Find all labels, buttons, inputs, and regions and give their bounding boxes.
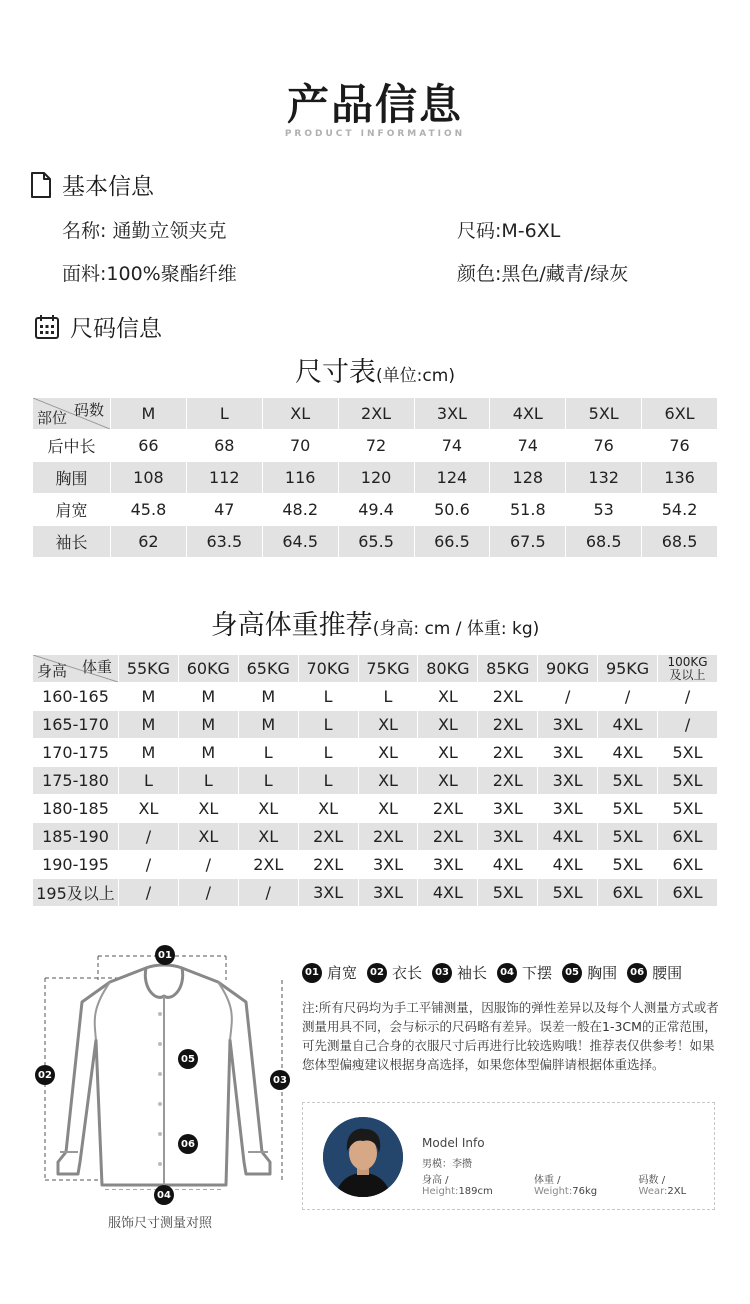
model-stats (422, 1171, 714, 1197)
wear-en: Wear: (638, 1186, 668, 1197)
table-cell: XL (358, 795, 418, 823)
table-cell: L (238, 739, 298, 767)
row-label: 160-165 (33, 683, 119, 711)
row-label: 后中长 (33, 430, 111, 462)
table-cell: L (298, 683, 358, 711)
table-row (33, 711, 718, 739)
table-cell: 74 (490, 430, 566, 462)
table-cell: 50.6 (414, 494, 490, 526)
table-cell: 120 (338, 462, 414, 494)
table-cell: XL (178, 795, 238, 823)
legend-label: 腰围 (652, 964, 683, 982)
table-cell: L (119, 767, 179, 795)
table-cell: 3XL (478, 795, 538, 823)
table-cell: 5XL (658, 795, 718, 823)
column-header: 6XL (642, 398, 718, 430)
table-cell: 68.5 (642, 526, 718, 558)
legend-badge: 02 (367, 963, 387, 983)
corner-top-label: 体重 (81, 658, 112, 676)
table-cell: XL (238, 823, 298, 851)
marker-06-badge: 06 (178, 1134, 198, 1154)
table-cell: M (119, 683, 179, 711)
table-cell: / (598, 683, 658, 711)
model-name: 男模：李攒 (422, 1159, 472, 1170)
height-en: Height: (422, 1186, 459, 1197)
column-header: 65KG (238, 655, 298, 683)
product-colors: 颜色:黑色/藏青/绿灰 (457, 263, 629, 285)
legend-badge: 04 (497, 963, 517, 983)
table-cell: L (298, 739, 358, 767)
legend-badge: 03 (432, 963, 452, 983)
table-cell: / (658, 683, 718, 711)
table-cell: / (178, 879, 238, 907)
legend-badge: 06 (627, 963, 647, 983)
table-cell: M (178, 739, 238, 767)
table-cell: 108 (111, 462, 187, 494)
calendar-icon (34, 314, 60, 340)
table-cell: 6XL (658, 879, 718, 907)
table-cell: 74 (414, 430, 490, 462)
column-header: M (111, 398, 187, 430)
table-cell: 4XL (598, 711, 658, 739)
legend-item (627, 962, 682, 983)
table-cell: M (178, 683, 238, 711)
table-cell: 4XL (418, 879, 478, 907)
size-info-heading (34, 310, 162, 343)
table-cell: 63.5 (186, 526, 262, 558)
size-table-title-main: 尺寸表 (295, 357, 377, 388)
table-cell: 62 (111, 526, 187, 558)
table-cell: 72 (338, 430, 414, 462)
legend-item (432, 962, 487, 983)
table-cell: 3XL (418, 851, 478, 879)
recommend-title-main: 身高体重推荐 (210, 610, 373, 641)
row-label: 180-185 (33, 795, 119, 823)
table-row (33, 851, 718, 879)
table-cell: 2XL (238, 851, 298, 879)
table-cell: XL (298, 795, 358, 823)
model-info-card (302, 1102, 715, 1210)
table-cell: XL (358, 739, 418, 767)
table-cell: 3XL (478, 823, 538, 851)
table-cell: 132 (566, 462, 642, 494)
legend-item (367, 962, 422, 983)
table-cell: 116 (262, 462, 338, 494)
model-height (422, 1171, 520, 1197)
table-cell: 6XL (658, 851, 718, 879)
legend-item (562, 962, 617, 983)
column-header: 70KG (298, 655, 358, 683)
table-cell: 2XL (358, 823, 418, 851)
legend-item (302, 962, 357, 983)
model-weight (534, 1171, 625, 1197)
table-cell: XL (418, 739, 478, 767)
size-table-title (0, 350, 750, 389)
table-cell: L (298, 767, 358, 795)
table-cell: M (119, 739, 179, 767)
table-cell: 66 (111, 430, 187, 462)
legend-badge: 05 (562, 963, 582, 983)
table-cell: 64.5 (262, 526, 338, 558)
weight-label: 体重 / (534, 1175, 561, 1186)
table-cell: 3XL (538, 767, 598, 795)
table-cell: 3XL (298, 879, 358, 907)
marker-02-badge: 02 (35, 1065, 55, 1085)
column-header: 4XL (490, 398, 566, 430)
table-cell: 6XL (658, 823, 718, 851)
table-cell: 124 (414, 462, 490, 494)
table-cell: 54.2 (642, 494, 718, 526)
table-cell: / (178, 851, 238, 879)
table-cell: 5XL (658, 767, 718, 795)
table-cell: 76 (566, 430, 642, 462)
row-label: 185-190 (33, 823, 119, 851)
table-cell: 3XL (538, 711, 598, 739)
table-cell: L (178, 767, 238, 795)
table-cell: 5XL (478, 879, 538, 907)
table-header-row (33, 398, 718, 430)
table-cell: 3XL (538, 795, 598, 823)
size-info-title: 尺码信息 (70, 316, 162, 342)
table-cell: 51.8 (490, 494, 566, 526)
table-cell: 4XL (598, 739, 658, 767)
marker-05-badge: 05 (178, 1049, 198, 1069)
marker-04-badge: 04 (154, 1185, 174, 1205)
table-cell: 4XL (538, 851, 598, 879)
table-cell: XL (238, 795, 298, 823)
table-cell: M (178, 711, 238, 739)
table-cell: 3XL (538, 739, 598, 767)
row-label: 175-180 (33, 767, 119, 795)
table-cell: / (658, 711, 718, 739)
model-wear (639, 1171, 714, 1197)
table-row (33, 683, 718, 711)
page-subtitle: PRODUCT INFORMATION (284, 129, 466, 139)
table-cell: 136 (642, 462, 718, 494)
table-cell: 5XL (598, 823, 658, 851)
product-size-range: 尺码:M-6XL (457, 220, 561, 242)
product-fabric: 面料:100%聚酯纤维 (62, 263, 237, 285)
basic-info-title: 基本信息 (62, 174, 154, 200)
corner-bottom-label: 部位 (37, 409, 68, 427)
table-cell: 2XL (298, 823, 358, 851)
model-avatar (323, 1117, 403, 1197)
legend-label: 衣长 (392, 964, 423, 982)
column-header: 80KG (418, 655, 478, 683)
table-cell: 49.4 (338, 494, 414, 526)
table-cell: 2XL (418, 823, 478, 851)
table-cell: XL (418, 683, 478, 711)
table-corner-cell (33, 398, 111, 430)
column-header: L (186, 398, 262, 430)
row-label: 190-195 (33, 851, 119, 879)
table-cell: 2XL (298, 851, 358, 879)
column-header: 2XL (338, 398, 414, 430)
table-cell: 5XL (598, 767, 658, 795)
table-cell: 5XL (598, 851, 658, 879)
wear-value: 2XL (667, 1186, 687, 1197)
table-cell: 6XL (598, 879, 658, 907)
table-cell: XL (418, 711, 478, 739)
column-header: 85KG (478, 655, 538, 683)
table-cell: M (238, 711, 298, 739)
table-header-row (33, 655, 718, 683)
table-corner-cell (33, 655, 119, 683)
table-cell: 5XL (538, 879, 598, 907)
column-header: 5XL (566, 398, 642, 430)
table-cell: L (298, 711, 358, 739)
table-cell: 48.2 (262, 494, 338, 526)
jacket-illustration (30, 940, 300, 1190)
table-cell: 2XL (478, 767, 538, 795)
table-row (33, 462, 718, 494)
table-cell: 76 (642, 430, 718, 462)
table-cell: / (119, 823, 179, 851)
table-cell: 67.5 (490, 526, 566, 558)
recommend-table (32, 654, 718, 907)
table-cell: 68.5 (566, 526, 642, 558)
wear-label: 码数 / (638, 1175, 666, 1186)
table-cell: 4XL (538, 823, 598, 851)
legend-label: 下摆 (522, 964, 553, 982)
legend-item (497, 962, 552, 983)
garment-caption: 服饰尺寸测量对照 (107, 1216, 212, 1231)
size-table (32, 397, 718, 558)
table-cell: 45.8 (111, 494, 187, 526)
table-cell: 2XL (418, 795, 478, 823)
table-cell: 70 (262, 430, 338, 462)
table-cell: M (238, 683, 298, 711)
product-name: 名称: 通勤立领夹克 (62, 220, 227, 242)
weight-en: Weight: (534, 1186, 573, 1197)
legend-label: 肩宽 (327, 964, 358, 982)
table-row (33, 494, 718, 526)
table-cell: L (238, 767, 298, 795)
table-cell: 53 (566, 494, 642, 526)
table-row (33, 526, 718, 558)
table-row (33, 795, 718, 823)
basic-info-heading (30, 168, 154, 201)
table-cell: 65.5 (338, 526, 414, 558)
table-cell: XL (358, 767, 418, 795)
table-cell: 47 (186, 494, 262, 526)
table-cell: 68 (186, 430, 262, 462)
row-label: 165-170 (33, 711, 119, 739)
legend-label: 胸围 (587, 964, 618, 982)
measure-legend (302, 962, 686, 983)
height-label: 身高 / (422, 1175, 449, 1186)
size-table-unit: (单位:cm) (376, 366, 455, 386)
row-label: 肩宽 (33, 494, 111, 526)
table-row (33, 767, 718, 795)
table-cell: 3XL (358, 879, 418, 907)
table-cell: M (119, 711, 179, 739)
column-header: XL (262, 398, 338, 430)
row-label: 袖长 (33, 526, 111, 558)
table-cell: / (119, 879, 179, 907)
garment-diagram (30, 940, 300, 1201)
table-cell: 128 (490, 462, 566, 494)
table-cell: L (358, 683, 418, 711)
table-row (33, 823, 718, 851)
legend-badge: 01 (302, 963, 322, 983)
weight-value: 76kg (572, 1186, 598, 1197)
column-header: 3XL (414, 398, 490, 430)
table-cell: XL (418, 767, 478, 795)
marker-03-badge: 03 (270, 1070, 290, 1090)
table-cell: 2XL (478, 711, 538, 739)
table-row (33, 739, 718, 767)
row-label: 胸围 (33, 462, 111, 494)
model-info-title: Model Info (422, 1136, 485, 1150)
table-cell: / (119, 851, 179, 879)
column-header: 100KG 及以上 (658, 655, 718, 683)
table-cell: 2XL (478, 683, 538, 711)
legend-label: 袖长 (457, 964, 488, 982)
table-cell: 5XL (658, 739, 718, 767)
corner-top-label: 码数 (73, 401, 104, 419)
page-title: 产品信息 (286, 80, 463, 129)
height-value: 189cm (458, 1186, 493, 1197)
recommend-title (0, 603, 750, 642)
recommend-unit: (身高: cm / 体重: kg) (372, 619, 540, 639)
column-header: 95KG (598, 655, 658, 683)
measure-note: 注:所有尺码均为手工平铺测量，因服饰的弹性差异以及每个人测量方式或者测量用具不同，会与标示的尺码略有差异。误差一般在1-3CM的正常范围，可先测量自己合身的衣服尺寸后再进行比较选购哦！推荐表仅供参考！如果您体型偏瘦建议根据身高选择，如果您体型偏胖请根据体重选择。 (302, 1000, 719, 1072)
table-cell: / (238, 879, 298, 907)
table-cell: XL (178, 823, 238, 851)
table-cell: 3XL (358, 851, 418, 879)
column-header: 55KG (119, 655, 179, 683)
row-label: 170-175 (33, 739, 119, 767)
table-cell: 5XL (598, 795, 658, 823)
document-icon (30, 172, 52, 198)
table-cell: XL (119, 795, 179, 823)
row-label: 195及以上 (33, 879, 119, 907)
marker-01-badge: 01 (155, 945, 175, 965)
table-cell: 112 (186, 462, 262, 494)
table-cell: 66.5 (414, 526, 490, 558)
table-cell: / (538, 683, 598, 711)
column-header: 90KG (538, 655, 598, 683)
table-cell: 4XL (478, 851, 538, 879)
corner-bottom-label: 身高 (37, 662, 68, 680)
column-header: 60KG (178, 655, 238, 683)
table-row (33, 430, 718, 462)
table-row (33, 879, 718, 907)
table-cell: 2XL (478, 739, 538, 767)
column-header: 75KG (358, 655, 418, 683)
table-cell: XL (358, 711, 418, 739)
